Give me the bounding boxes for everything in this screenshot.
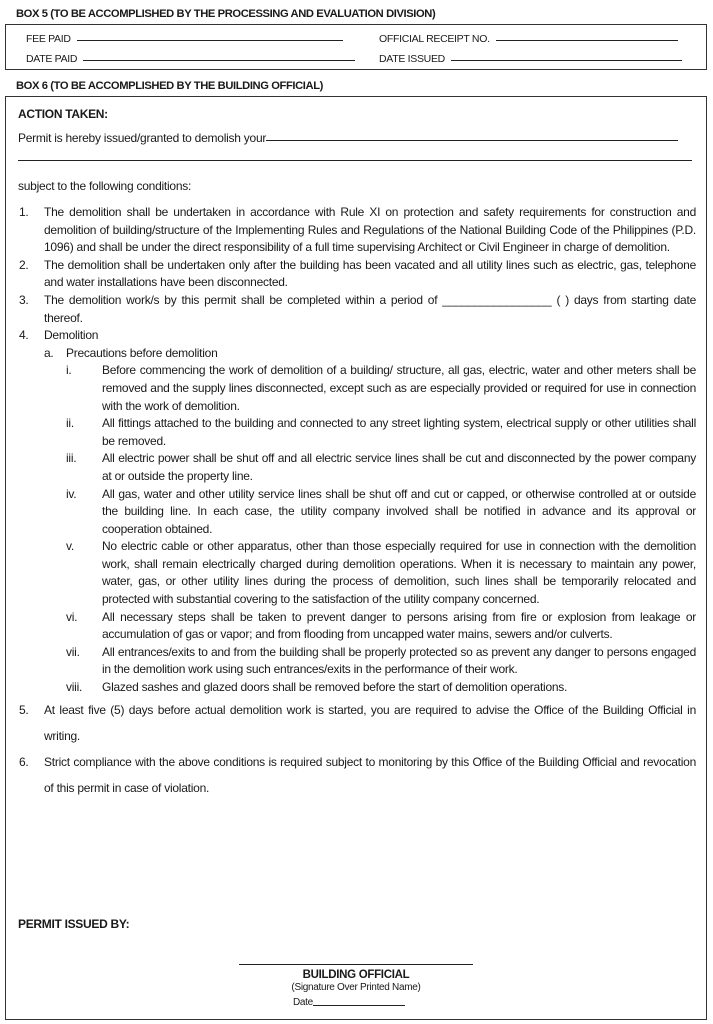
precaution-number: v. bbox=[66, 539, 74, 554]
precaution-text: Glazed sashes and glazed doors shall be removed before the start of demolition operations. bbox=[102, 680, 568, 695]
precaution-item bbox=[6, 679, 708, 697]
signature-line[interactable] bbox=[239, 964, 473, 965]
condition-number: 6. bbox=[19, 754, 29, 769]
precaution-item bbox=[6, 609, 708, 644]
signature-note: (Signature Over Printed Name) bbox=[291, 982, 421, 993]
date-paid-label: DATE PAID bbox=[26, 53, 78, 65]
precaution-item bbox=[6, 486, 708, 539]
signature-date-field[interactable] bbox=[293, 997, 405, 1008]
conditions-list bbox=[6, 204, 708, 801]
precaution-text: All gas, water and other utility service lines shall be shut off and cut or capped, or otherwise controlled at or outside the building line. In each case, the utility company involved shall be notified in advance and its approval or cooperation obtained. bbox=[102, 486, 696, 536]
condition-text: Strict compliance with the above conditions is required subject to monitoring by this Office of the Building Official and revocation of this permit in case of violation. bbox=[44, 754, 696, 795]
box6-title: BOX 6 (TO BE ACCOMPLISHED BY THE BUILDING OFFICIAL) bbox=[16, 80, 323, 92]
precaution-item bbox=[6, 362, 708, 415]
permit-statement bbox=[18, 131, 678, 145]
precaution-number: iv. bbox=[66, 486, 77, 501]
date-issued-label: DATE ISSUED bbox=[379, 53, 445, 65]
precaution-number: vii. bbox=[66, 644, 80, 659]
condition-item bbox=[6, 257, 708, 292]
permit-text: Permit is hereby issued/granted to demolish your bbox=[18, 131, 267, 145]
precaution-number: i. bbox=[66, 363, 72, 378]
precaution-text: All necessary steps shall be taken to prevent danger to persons arising from fire or explosion from leakage or accumulation of gas or vapor; and from flooding from uncapped water mains, sewers and/or culverts. bbox=[102, 609, 696, 642]
subject-text: subject to the following conditions: bbox=[18, 179, 192, 193]
precaution-item bbox=[6, 538, 708, 608]
box5-title: BOX 5 (TO BE ACCOMPLISHED BY THE PROCESSING AND EVALUATION DIVISION) bbox=[16, 8, 436, 20]
precaution-text: No electric cable or other apparatus, other than those especially required for use in connection with the demolition work, shall remain electrically charged during demolition operations. When it is necessary to maintain any power, water, gas, or other utility lines during the process of demolition, such lines shall be temporarily relocated and protected with substantial covering to the satisfaction of the utility company concerned. bbox=[102, 539, 696, 607]
building-official-title: BUILDING OFFICIAL bbox=[302, 969, 410, 981]
subsection-letter: a. bbox=[44, 345, 54, 360]
condition-text: The demolition work/s by this permit shall be completed within a period of _________________ ( ) days from starting date thereof. bbox=[44, 292, 696, 325]
precaution-number: viii. bbox=[66, 680, 83, 695]
signature-date-blank[interactable] bbox=[313, 1005, 405, 1006]
subsection-text: Precautions before demolition bbox=[66, 345, 218, 360]
permit-issued-by-heading: PERMIT ISSUED BY: bbox=[18, 917, 130, 931]
condition-item bbox=[6, 292, 708, 327]
date-paid-field[interactable] bbox=[26, 53, 355, 65]
precaution-number: vi. bbox=[66, 609, 78, 624]
precaution-text: All electric power shall be shut off and all electric service lines shall be cut and disconnected by the power company at or outside the property line. bbox=[102, 451, 696, 483]
signature-date-label: Date bbox=[293, 997, 313, 1008]
fee-paid-blank[interactable] bbox=[77, 39, 343, 41]
precaution-text: All entrances/exits to and from the building shall be properly protected so as prevent any danger to persons engaged in the demolition work using such entrances/exits in the performance of their work. bbox=[102, 644, 696, 677]
date-issued-blank[interactable] bbox=[451, 59, 682, 61]
box5-panel bbox=[5, 24, 707, 70]
precaution-text: All fittings attached to the building and connected to any street lighting system, electrical supply or other utilities shall be removed. bbox=[102, 416, 696, 448]
date-issued-field[interactable] bbox=[379, 53, 682, 65]
condition-item bbox=[6, 327, 708, 345]
box6-panel bbox=[5, 96, 707, 1020]
structure-blank[interactable] bbox=[266, 140, 678, 141]
subsection-item bbox=[6, 345, 708, 363]
precaution-number: ii. bbox=[66, 416, 74, 431]
action-taken-heading: ACTION TAKEN: bbox=[18, 107, 108, 121]
precaution-text: Before commencing the work of demolition of a building/ structure, all gas, electric, water and other meters shall be removed and the supply lines disconnected, except such as are especially provided or required for use in connection with the work of demolition. bbox=[102, 363, 696, 413]
precaution-number: iii. bbox=[66, 451, 77, 466]
date-paid-blank[interactable] bbox=[83, 59, 355, 61]
condition-number: 3. bbox=[19, 292, 29, 307]
precaution-item bbox=[6, 450, 708, 485]
fee-paid-label: FEE PAID bbox=[26, 33, 71, 45]
condition-number: 5. bbox=[19, 702, 29, 717]
condition-number: 4. bbox=[19, 328, 29, 343]
condition-text: Demolition bbox=[44, 328, 99, 343]
official-receipt-blank[interactable] bbox=[496, 39, 678, 41]
precaution-item bbox=[6, 415, 708, 450]
condition-number: 2. bbox=[19, 257, 29, 272]
condition-text: The demolition shall be undertaken only after the building has been vacated and all utility lines such as electric, gas, telephone and water installations have been disconnected. bbox=[44, 257, 696, 290]
official-receipt-field[interactable] bbox=[379, 33, 678, 45]
condition-text: The demolition shall be undertaken in accordance with Rule XI on protection and safety requirements for construction and demolition of building/structure of the Implementing Rules and Regulations of the National Building Code of the Philippines (P.D. 1096) and shall be under the direct responsibility of a full time supervising Architect or Civil Engineer in charge of demolition. bbox=[44, 205, 696, 255]
condition-item bbox=[6, 204, 708, 257]
precaution-item bbox=[6, 644, 708, 679]
condition-number: 1. bbox=[19, 205, 29, 219]
condition-item bbox=[6, 697, 708, 749]
condition-text: At least five (5) days before actual demolition work is started, you are required to advise the Office of the Building Official in writing. bbox=[44, 702, 696, 743]
structure-blank-continued[interactable] bbox=[18, 160, 692, 161]
signature-block bbox=[206, 969, 506, 993]
official-receipt-label: OFFICIAL RECEIPT NO. bbox=[379, 33, 490, 45]
fee-paid-field[interactable] bbox=[26, 33, 343, 45]
condition-item bbox=[6, 749, 708, 801]
